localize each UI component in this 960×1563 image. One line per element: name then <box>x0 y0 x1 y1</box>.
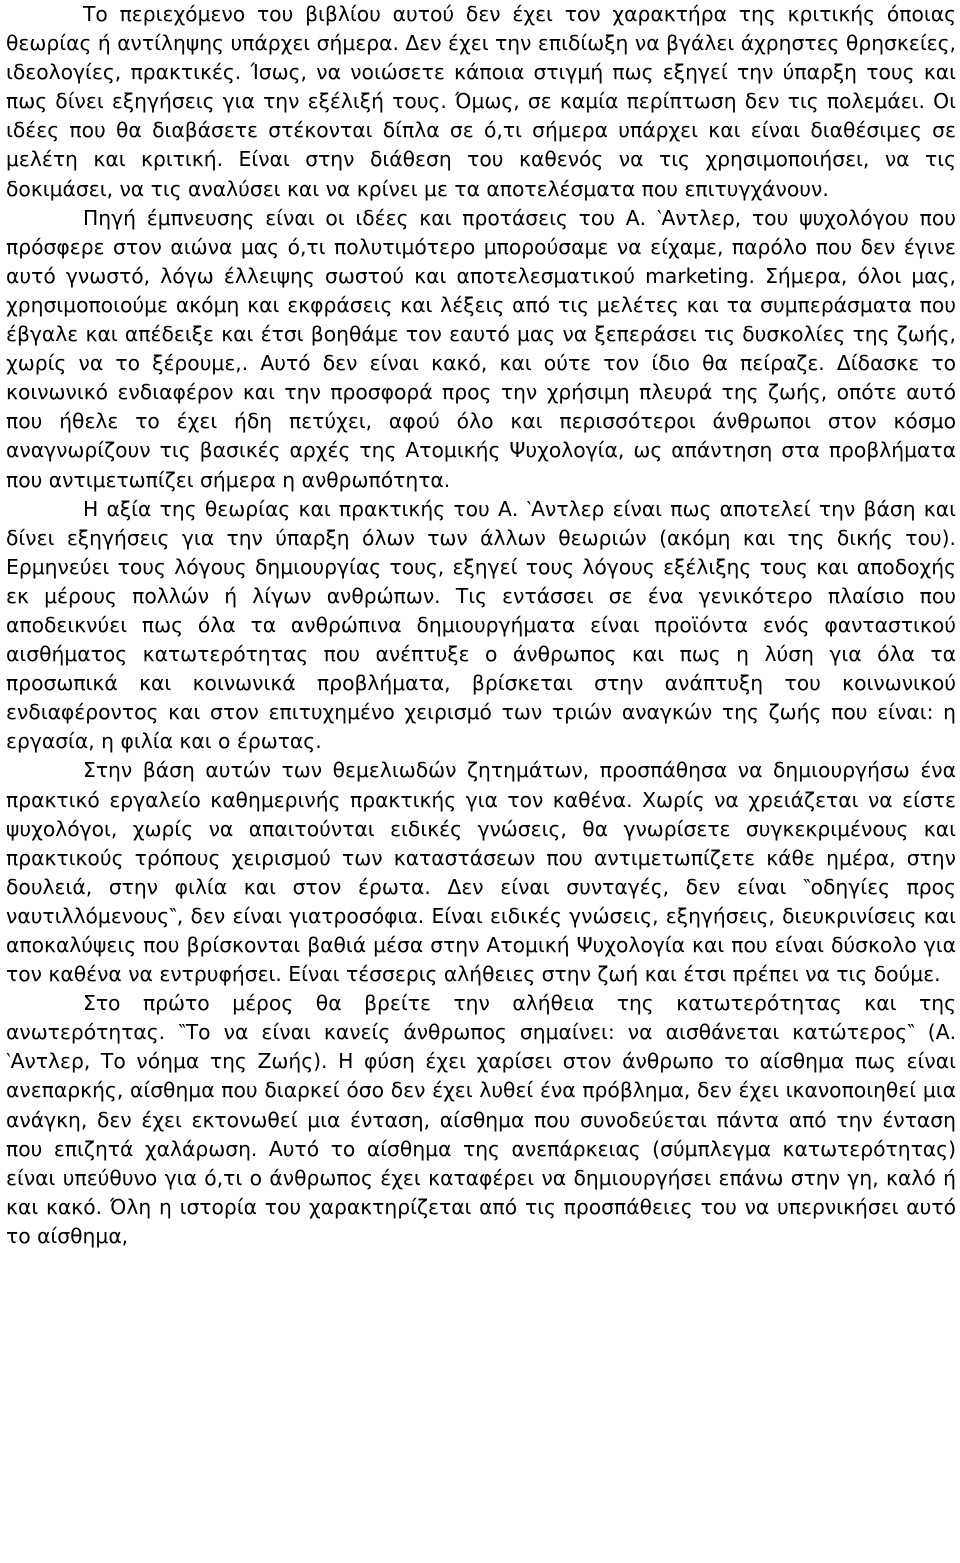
text-segment: Οι ιδέες που θα διαβάσετε στέκονται δίπλα σε ό,τι σήμερα υπάρχει και είναι διαθέσιμες σε μελέτη και κριτική. <box>6 89 956 172</box>
text-segment: Είναι ειδικές γνώσεις, εξηγήσεις, διευκρινίσεις και αποκαλύψεις που βρίσκονται βαθιά μέσα στην Ατομική Ψυχολογία και που είναι δύσκολο για τον καθένα να εντρυφήσει. <box>6 903 956 987</box>
document-page <box>6 0 956 1251</box>
paragraph-intro <box>6 0 956 204</box>
text-segment: Δίδασκε το κοινωνικό ενδιαφέρον και την προσφορά προς την χρήσιμη πλευρά της ζωής, οπότε αυτό που ήθελε το έχει ήδη πετύχει, αφού όλο και περισσότεροι άνθρωποι στον κόσμο αναγνωρίζουν τις βασικές αρχές της Ατομικής Ψυχολογία, ως απάντηση στα προβλήματα που αντιμετωπίζει σήμερα η ανθρωπότητα. <box>6 351 956 492</box>
text-segment: Είναι στην διάθεση του καθενός να τις χρησιμοποιήσει, να τις δοκιμάσει, να τις αναλύσει και να κρίνει με τα αποτελέσματα που επιτυγχάνουν. <box>6 147 956 201</box>
text-segment: Στο πρώτο μέρος θα βρείτε την αλήθεια της κατωτερότητας και της ανωτερότητας. <box>6 991 956 1045</box>
text-segment: Αυτό το αίσθημα της ανεπάρκειας (σύμπλεγμα κατωτερότητας) είναι υπεύθυνο για ό,τι ο άνθρωπος έχει καταφέρει να δημιουργήσει επάνω στην γη, καλό ή και κακό. <box>6 1136 956 1219</box>
text-segment: Όλη η ιστορία του χαρακτηρίζεται από τις προσπάθειες του να υπερνικήσει αυτό το αίσθημα, <box>6 1194 957 1248</box>
paragraph-value-of-theory <box>6 495 956 757</box>
text-segment: Η αξία της θεωρίας και πρακτικής του Α. ‵Αντλερ είναι πως αποτελεί την βάση και δίνει εξηγήσεις για την ύπαρξη όλων των άλλων θεωριών (ακόμη και της δικής του). <box>6 496 956 550</box>
text-segment: Χωρίς να χρειάζεται να είστε ψυχολόγοι, χωρίς να απαιτούνται ειδικές γνώσεις, θα γνωρίσετε συγκεκριμένους και πρακτικούς τρόπους χειρισμού των καταστάσεων που αντιμετωπίζετε κάθε ημέρα, στην δουλειά, στην φιλία και στον έρωτα. <box>6 787 956 899</box>
text-segment: Ερμηνεύει τους λόγους δημιουργίας τους, εξηγεί τους λόγους εξέλιξης τους και αποδοχής εκ μέρους πολλών ή λίγων ανθρώπων. <box>6 554 956 608</box>
text-segment: Δεν είναι συνταγές, δεν είναι ‶οδηγίες προς ναυτιλλόμενους‶, δεν είναι γιατροσόφια. <box>6 874 956 928</box>
paragraph-practical-tool <box>6 756 956 989</box>
text-segment: Στην βάση αυτών των θεμελιωδών ζητημάτων, προσπάθησα να δημιουργήσω ένα πρακτικό εργαλείο καθημερινής πρακτικής για τον καθένα. <box>6 758 956 812</box>
paragraph-first-part <box>6 989 956 1251</box>
paragraph-inspiration <box>6 204 956 495</box>
text-segment: Είναι τέσσερις αλήθειες στην ζωή και έτσι πρέπει να τις δούμε. <box>288 962 941 987</box>
text-segment: Τις εντάσσει σε ένα γενικότερο πλαίσιο που αποδεικνύει πως όλα τα ανθρώπινα δημιουργήματα είναι προϊόντα ενός φανταστικού αισθήματος κατωτερότητας που ανέπτυξε ο άνθρωπος και πως η λύση για όλα τα προσωπικά και κοινωνικά προβλήματα, βρίσκεται στην ανάπτυξη του κοινωνικού ενδιαφέροντος και στον επιτυχημένο χειρισμό των τριών αναγκών της ζωής που είναι: η εργασία, η φιλία και ο έρωτας. <box>6 583 956 754</box>
text-segment: Η φύση έχει χαρίσει στον άνθρωπο το αίσθημα πως είναι ανεπαρκής, αίσθημα που διαρκεί όσο δεν έχει λυθεί ένα πρόβλημα, δεν έχει ικανοποιηθεί μια ανάγκη, δεν έχει εκτονωθεί μια ένταση, αίσθημα που συνοδεύεται πάντα από την ένταση που επιζητά χαλάρωση. <box>6 1049 956 1161</box>
text-segment: Αυτό δεν είναι κακό, και ούτε τον ίδιο θα πείραζε. <box>260 351 837 376</box>
text-segment: Σήμερα, όλοι μας, χρησιμοποιούμε ακόμη και εκφράσεις και λέξεις από τις μελέτες και τα συμπεράσματα που έβγαλε και απέδειξε και έτσι βοηθάμε τον εαυτό μας να ξεπεράσει τις δυσκολίες της ζωής, χωρίς να το ξέρουμε,. <box>6 263 956 376</box>
text-segment: ‶Το να είναι κανείς άνθρωπος σημαίνει: να αισθάνεται κατώτερος‶ (Α. ‵Αντλερ, Το νόημα της Ζωής). <box>6 1020 957 1074</box>
text-segment: Πηγή έμπνευσης είναι οι ιδέες και προτάσεις του Α. ‵Αντλερ, του ψυχολόγου που πρόσφερε στον αιώνα μας ό,τι πολυτιμότερο μπορούσαμε να είχαμε, παρόλο που δεν έγινε αυτό γνωστό, λόγω έλλειψης σωστού και αποτελεσματικού marketing. <box>6 205 956 288</box>
text-segment: Το περιεχόμενο του βιβλίου αυτού δεν έχει τον χαρακτήρα της κριτικής όποιας θεωρίας ή αντίληψης υπάρχει σήμερα. Δεν έχει την επιδίωξη να βγάλει άχρηστες θρησκείες, ιδεολογίες, πρακτικές. Ίσως, να νοιώσετε κάποια στιγμή πως εξηγεί την ύπαρξη τους και πως δίνει εξηγήσεις για την εξέλιξή τους. Όμως, σε καμία περίπτωση δεν τις πολεμάει. <box>6 2 956 114</box>
